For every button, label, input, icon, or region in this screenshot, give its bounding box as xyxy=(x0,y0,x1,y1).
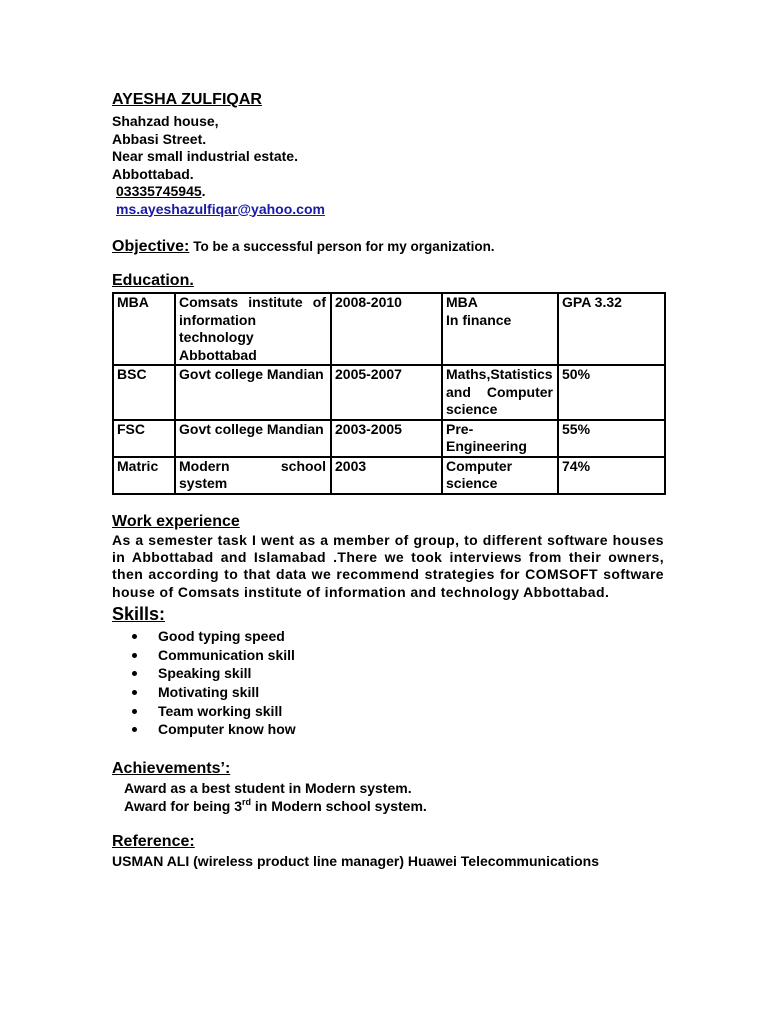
education-cell-subject: Maths,Statistics and Computer science xyxy=(442,365,558,420)
achievements-heading: Achievements’: xyxy=(112,759,231,777)
education-cell-result: 55% xyxy=(558,420,665,457)
objective-heading: Objective: xyxy=(112,238,190,255)
skill-item: Team working skill xyxy=(132,702,664,721)
address-line: Shahzad house, xyxy=(112,113,219,129)
phone-line xyxy=(116,183,664,201)
ordinal-suffix: rd xyxy=(241,797,251,808)
skills-heading: Skills: xyxy=(112,604,166,625)
education-cell-institute: Modern school system xyxy=(175,457,331,494)
achievement-text: Award for being 3 xyxy=(124,798,242,815)
education-cell-years: 2003 xyxy=(331,457,442,494)
education-row xyxy=(113,293,665,365)
work-heading: Work experience xyxy=(112,512,240,530)
objective-section xyxy=(112,236,664,257)
education-cell-degree: FSC xyxy=(113,420,175,457)
education-cell-result: GPA 3.32 xyxy=(558,293,665,365)
education-cell-degree: MBA xyxy=(113,293,175,365)
address-line: Near small industrial estate. xyxy=(112,148,298,164)
achievement-item xyxy=(112,797,664,816)
education-row xyxy=(113,457,665,494)
education-cell-institute: Govt college Mandian xyxy=(175,420,331,457)
objective-text: To be a successful person for my organization. xyxy=(193,239,495,254)
education-cell-institute: Comsats institute of information technology Abbottabad xyxy=(175,293,331,365)
education-cell-years: 2005-2007 xyxy=(331,365,442,420)
phone-suffix: . xyxy=(201,183,206,199)
education-cell-result: 74% xyxy=(558,457,665,494)
skill-item: Communication skill xyxy=(132,646,664,665)
skills-list xyxy=(112,627,664,739)
education-cell-institute: Govt college Mandian xyxy=(175,365,331,420)
reference-text: USMAN ALI (wireless product line manager) Huawei Telecommunications xyxy=(112,852,599,869)
education-cell-subject: Pre-Engineering xyxy=(442,420,558,457)
education-row xyxy=(113,365,665,420)
skill-item: Motivating skill xyxy=(132,683,664,702)
education-heading: Education. xyxy=(112,272,194,289)
work-text: As a semester task I went as a member of group, to different software houses in Abbottabad and Islamabad .There we took interviews from their owners, then according to that data we recommend strategies for COMSOFT software house of Comsats institute of information and technology Abbottabad. xyxy=(112,531,664,600)
education-cell-years: 2008-2010 xyxy=(331,293,442,365)
achievement-item: Award as a best student in Modern system. xyxy=(124,779,412,796)
education-cell-degree: Matric xyxy=(113,457,175,494)
education-cell-subject: MBA In finance xyxy=(442,293,558,365)
education-table xyxy=(112,292,666,495)
education-cell-result: 50% xyxy=(558,365,665,420)
education-row xyxy=(113,420,665,457)
address-line: Abbasi Street. xyxy=(112,130,207,147)
skill-item: Speaking skill xyxy=(132,664,664,683)
reference-heading: Reference: xyxy=(112,832,195,850)
address-block xyxy=(112,113,664,218)
address-line: Abbottabad. xyxy=(112,165,194,182)
email-link[interactable]: ms.ayeshazulfiqar@yahoo.com xyxy=(116,200,325,217)
education-cell-degree: BSC xyxy=(113,365,175,420)
education-cell-subject: Computer science xyxy=(442,457,558,494)
education-cell-years: 2003-2005 xyxy=(331,420,442,457)
achievement-text: in Modern school system. xyxy=(250,798,427,815)
candidate-name: AYESHA ZULFIQAR xyxy=(112,91,262,108)
phone-number[interactable]: 03335745945 xyxy=(116,183,202,199)
skill-item: Good typing speed xyxy=(132,627,664,646)
skill-item: Computer know how xyxy=(132,720,664,739)
resume-page xyxy=(112,90,664,870)
